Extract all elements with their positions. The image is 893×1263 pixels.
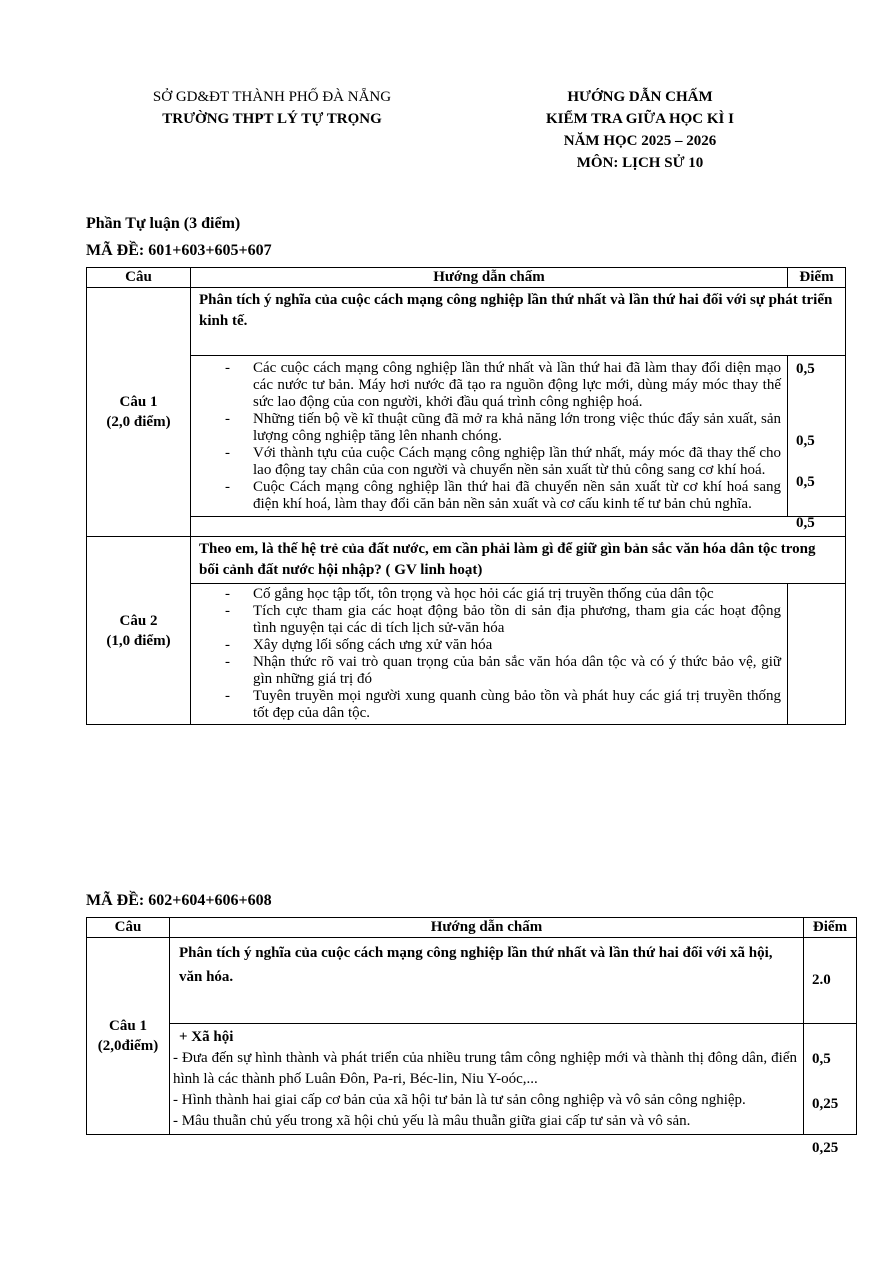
score-value: 0,25 [812, 1140, 839, 1156]
section-title: Phần Tự luận (3 điểm) [86, 215, 241, 232]
answer-list [191, 586, 781, 722]
answer-item: - Những tiến bộ về kĩ thuật cũng đã mở ra khả năng lớn trong việc thúc đẩy sản xuất, sản lượng công nghiệp tăng lên nhanh chóng. [225, 411, 781, 445]
question-points: (2,0 điểm) [106, 414, 171, 430]
question-row [87, 288, 846, 356]
col-header-guide: Hướng dẫn chấm [191, 268, 788, 288]
school-header [112, 86, 432, 130]
question-points: (1,0 điểm) [106, 632, 171, 649]
answer-subheading: + Xã hội [179, 1029, 234, 1045]
answer-cell [191, 584, 788, 725]
score-cell [788, 584, 846, 725]
col-header-cau: Câu [87, 268, 191, 288]
answer-item: - Tuyên truyền mọi người xung quanh cùng bảo tồn và phát huy các giá trị truyền thống tốt đẹp của dân tộc. [225, 688, 781, 722]
school-name: TRƯỜNG THPT LÝ TỰ TRỌNG [162, 111, 382, 127]
score-value: 0,25 [812, 1096, 839, 1112]
answer-cell [191, 356, 788, 517]
question-score: 2.0 [804, 938, 857, 1024]
document-header [490, 86, 790, 174]
answer-row [87, 1024, 857, 1135]
table-header-row [87, 268, 846, 288]
question-label-cell [87, 288, 191, 537]
answer-item: - Tích cực tham gia các hoạt động bảo tồn di sản địa phương, tham gia các hoạt động tình nguyện tại các di tích lịch sử-văn hóa [225, 603, 781, 637]
answer-item: - Đưa đến sự hình thành và phát triển của nhiều trung tâm công nghiệp mới và thành thị đông dân, điển hình là các thành phố Luân Đôn, Pa-ri, Béc-lin, Niu Y-oóc,... [173, 1050, 797, 1087]
score-value: 0,5 [796, 361, 815, 377]
score-cell [804, 1024, 857, 1156]
grading-table-1 [86, 267, 846, 725]
answer-item: - Với thành tựu của cuộc Cách mạng công nghiệp lần thứ nhất, máy móc đã thay thế cho lao động tay chân của con người và chuyển nền sản xuất từ thủ công sang cơ khí hoá. [225, 445, 781, 479]
empty-cell [191, 517, 846, 537]
question-row [87, 537, 846, 584]
answer-cell [170, 1024, 804, 1135]
answer-item: - Hình thành hai giai cấp cơ bản của xã hội tư bản là tư sản công nghiệp và vô sản công nghiệp. [173, 1092, 746, 1108]
answer-row [87, 584, 846, 725]
question-row [87, 938, 857, 1024]
col-header-score: Điểm [804, 918, 857, 938]
question-points: (2,0điểm) [97, 1038, 159, 1054]
answer-item: - Các cuộc cách mạng công nghiệp lần thứ nhất và lần thứ hai đã làm thay đổi diện mạo các nước tư bản. Máy hơi nước đã tạo ra nguồn động lực mới, dùng máy móc thay thế sức lao động của con người, khởi đầu quá trình công nghiệp hoá. [225, 360, 781, 411]
answer-item: - Cuộc Cách mạng công nghiệp lần thứ hai đã chuyển nền sản xuất từ cơ khí hoá sang điện khí hoá, làm thay đổi căn bản nền sản xuất và cơ cấu kinh tế tư bản chủ nghĩa. [225, 479, 781, 513]
score-value: 0,5 [812, 1051, 831, 1067]
question-label-cell [87, 938, 170, 1135]
exam-code-label-2: MÃ ĐỀ: 602+604+606+608 [86, 892, 272, 909]
answer-row [87, 356, 846, 517]
exam-name: KIỂM TRA GIỮA HỌC KÌ I [546, 111, 734, 127]
score-value: 0,5 [796, 474, 815, 490]
exam-code-label-1: MÃ ĐỀ: 601+603+605+607 [86, 242, 272, 259]
score-value: 0,5 [796, 433, 815, 449]
question-text: Phân tích ý nghĩa của cuộc cách mạng công nghiệp lần thứ nhất và lần thứ hai đối với sự phát triển kinh tế. [191, 288, 846, 356]
answer-list [191, 360, 781, 513]
col-header-cau: Câu [87, 918, 170, 938]
answer-item: - Nhận thức rõ vai trò quan trọng của bản sắc văn hóa dân tộc và có ý thức bảo vệ, giữ gìn những giá trị đó [225, 654, 781, 688]
question-number: Câu 2 [119, 612, 158, 629]
score-cell [788, 356, 846, 531]
department-name: SỞ GD&ĐT THÀNH PHỐ ĐÀ NẴNG [152, 89, 392, 105]
document-title: HƯỚNG DẪN CHẤM [567, 89, 713, 105]
answer-item: - Mâu thuẫn chủ yếu trong xã hội chủ yếu là mâu thuẫn giữa giai cấp tư sản và vô sản. [173, 1113, 691, 1129]
score-value: 0,5 [796, 515, 815, 531]
question-text: Theo em, là thế hệ trẻ của đất nước, em cần phải làm gì để giữ gìn bản sắc văn hóa dân tộc trong bối cảnh đất nước hội nhập? ( GV linh hoạt) [191, 537, 846, 584]
col-header-score: Điểm [788, 268, 846, 288]
col-header-guide: Hướng dẫn chấm [170, 918, 804, 938]
question-label-cell [87, 537, 191, 725]
school-year: NĂM HỌC 2025 – 2026 [563, 133, 717, 149]
spacer-row [87, 517, 846, 537]
table-header-row [87, 918, 857, 938]
subject-name: MÔN: LỊCH SỬ 10 [576, 155, 704, 171]
grading-table-2 [86, 917, 857, 1156]
question-number: Câu 1 [109, 1018, 147, 1034]
answer-item: - Xây dựng lối sống cách ưng xử văn hóa [225, 637, 781, 654]
answer-item: - Cố gắng học tập tốt, tôn trọng và học hỏi các giá trị truyền thống của dân tộc [225, 586, 781, 603]
question-number: Câu 1 [119, 394, 158, 410]
question-text: Phân tích ý nghĩa của cuộc cách mạng công nghiệp lần thứ nhất và lần thứ hai đối với xã hội, văn hóa. [170, 938, 804, 1024]
